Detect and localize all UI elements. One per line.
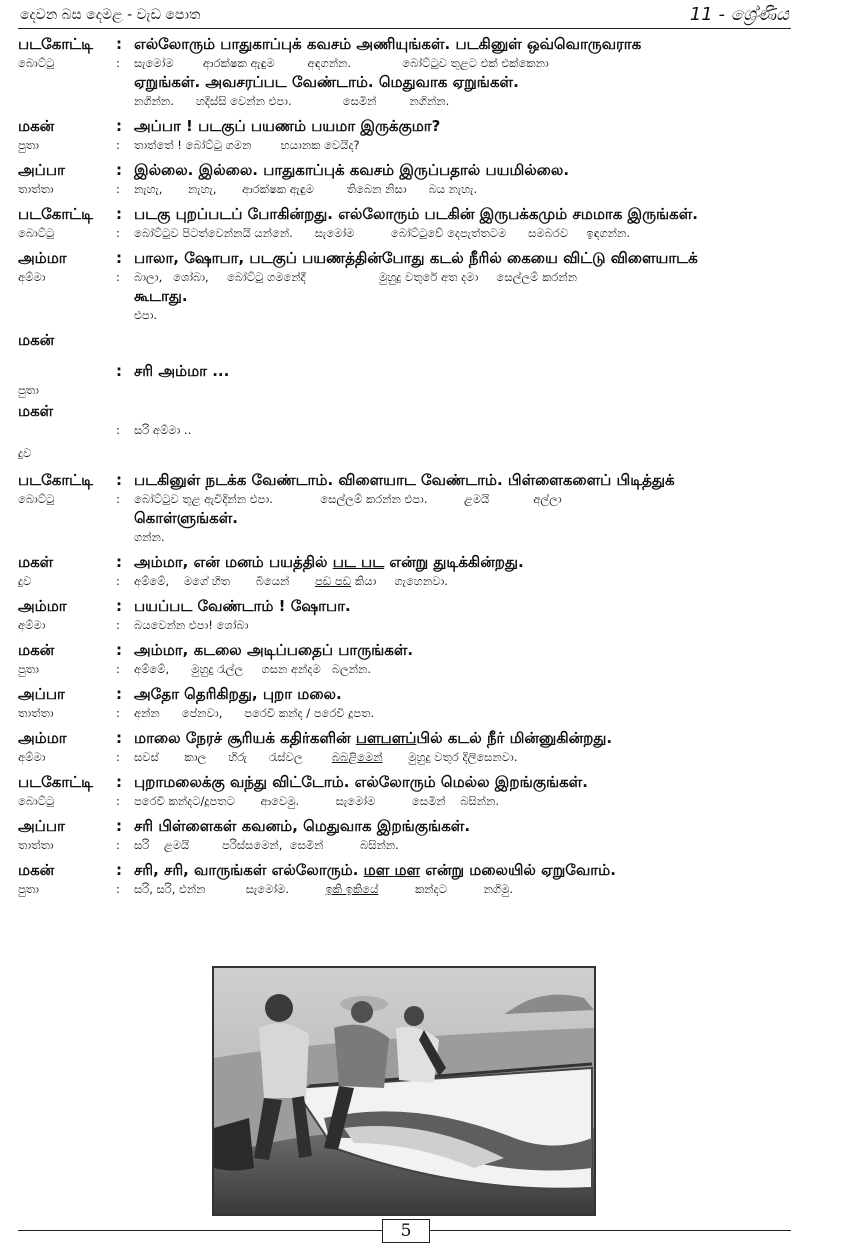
speaker-name: පුතා <box>18 662 39 676</box>
dialogue-text: සරි, සරි, එන්න සැමෝම. ඉකි ඉකියේ කන්දට නගිමු. <box>134 882 514 896</box>
speaker-name: බොට්ටු <box>18 56 55 70</box>
colon-separator: : <box>116 492 120 506</box>
dialogue-text: கூடாது. <box>134 287 188 305</box>
speaker-name: மகள் <box>18 402 54 420</box>
sinhala-line <box>18 837 798 854</box>
sinhala-line <box>18 529 798 546</box>
speaker-name: படகோட்டி <box>18 35 94 53</box>
speaker-name: அப்பா <box>18 817 65 835</box>
speaker-name: බොට්ටු <box>18 794 55 808</box>
colon-separator: : <box>116 471 122 489</box>
dialogue-text: නැහැ, නැහැ, ආරක්ෂක ඇඳුම තිබෙන නිසා බය නැහැ. <box>134 182 478 196</box>
dialogue-text: பயப்பட வேண்டாம் ! ஷோபா. <box>134 597 351 615</box>
header-grade: 11 - ශ්‍රේණිය <box>689 4 789 25</box>
sinhala-line <box>18 491 798 508</box>
tamil-line <box>18 401 798 422</box>
speaker-name: බොට්ටු <box>18 226 55 240</box>
dialogue-text: சரி, சரி, வாருங்கள் எல்லோரும். மள மள என்று மலையில் ஏறுவோம். <box>134 861 616 879</box>
tamil-line <box>18 160 798 181</box>
underlined-word: மள மள <box>363 861 421 879</box>
dialogue-text: எல்லோரும் பாதுகாப்புக் கவசம் அணியுங்கள். படகினுள் ஒவ்வொருவராக <box>134 35 642 53</box>
speaker-name: மகன் <box>18 861 55 879</box>
speaker-name: படகோட்டி <box>18 471 94 489</box>
page-header <box>18 4 791 29</box>
underlined-word: මුහුදු <box>191 662 214 676</box>
sinhala-line <box>18 225 798 242</box>
speaker-name: පුතා <box>18 882 39 896</box>
dialogue-text: மாலை நேரச் சூரியக் கதிர்களின் பளபளப்பில் கடல் நீர் மின்னுகின்றது. <box>134 729 613 747</box>
tamil-line <box>18 116 798 137</box>
colon-separator: : <box>116 182 120 196</box>
speaker-name: அப்பா <box>18 685 65 703</box>
sinhala-line <box>18 573 798 590</box>
colon-separator: : <box>116 794 120 808</box>
sinhala-line <box>18 793 798 810</box>
tamil-line <box>18 204 798 225</box>
tamil-line <box>18 508 798 529</box>
colon-separator: : <box>116 138 120 152</box>
tamil-line <box>18 772 798 793</box>
tamil-line <box>18 72 798 93</box>
colon-separator: : <box>116 249 122 267</box>
dialogue-text: බාලා, ශෝබා, බෝට්ටු ගමනේදී මුහුදු වතුරේ අත දමා සෙල්ලම් කරන්න <box>134 270 578 284</box>
colon-separator: : <box>116 362 122 380</box>
sinhala-line <box>18 661 798 678</box>
colon-separator: : <box>116 750 120 764</box>
speaker-name: மகன் <box>18 331 55 349</box>
tamil-line <box>18 552 798 573</box>
dialogue-text: තාත්තේ ! බෝට්ටු ගමන භයානක වෙයිද? <box>134 138 360 152</box>
dialogue-text: சரி பிள்ளைகள் கவனம், மெதுவாக இறங்குங்கள். <box>134 817 471 835</box>
colon-separator: : <box>116 226 120 240</box>
sinhala-line <box>18 445 798 462</box>
tamil-line <box>18 728 798 749</box>
speaker-name: அம்மா <box>18 729 67 747</box>
dialogue-entry <box>18 204 798 242</box>
sinhala-line <box>18 93 798 110</box>
speaker-name: අම්මා <box>18 618 46 632</box>
page-number: 5 <box>382 1219 430 1243</box>
colon-separator: : <box>116 597 122 615</box>
dialogue-entry <box>18 116 798 154</box>
speaker-name: දුව <box>18 446 32 460</box>
dialogue-text: அப்பா ! படகுப் பயணம் பயமா இருக்குமா? <box>134 117 441 135</box>
tamil-line <box>18 286 798 307</box>
colon-separator: : <box>116 270 120 284</box>
dialogue-text: සරි අම්මා .. <box>134 423 192 437</box>
speaker-name: තාත්තා <box>18 838 54 852</box>
dialogue-text: බෝට්ටුව පිටත්වෙන්නයි යන්නේ. සැමෝම බෝට්ටුවේ දෙපැත්තටම සමබරව ඉඳගන්න. <box>134 226 631 240</box>
dialogue-entry <box>18 772 798 810</box>
dialogue-entry <box>18 684 798 722</box>
sinhala-line <box>18 881 798 898</box>
colon-separator: : <box>116 662 120 676</box>
underlined-word: බබළිමෙන් <box>331 750 383 764</box>
dialogue-text: සැමෝම ආරක්ෂක ඇඳුම අඳගන්න. බෝට්ටුව තුළට එක් එක්කෙනා <box>134 56 549 70</box>
dialogue-entry <box>18 728 798 766</box>
tamil-line <box>18 640 798 661</box>
underlined-word: පඩ පඩ <box>314 574 352 588</box>
dialogue-entry <box>18 445 798 462</box>
speaker-name: மகள் <box>18 553 54 571</box>
dialogue-text: බෝට්ටුව තුළ ඇවිදින්න එපා. සෙල්ලම් කරන්න එපා. ළමයි අල්ලා <box>134 492 562 506</box>
dialogue-entry <box>18 330 798 351</box>
dialogue-text: சரி அம்மா ... <box>134 362 230 380</box>
tamil-line <box>18 470 798 491</box>
colon-separator: : <box>116 574 120 588</box>
sinhala-line <box>18 55 798 72</box>
dialogue-entry <box>18 401 798 439</box>
colon-separator: : <box>116 35 122 53</box>
dialogue-text: அம்மா, கடலை அடிப்பதைப் பாருங்கள். <box>134 641 414 659</box>
colon-separator: : <box>116 773 122 791</box>
tamil-line <box>18 34 798 55</box>
tamil-line <box>18 361 798 382</box>
colon-separator: : <box>116 205 122 223</box>
colon-separator: : <box>116 706 120 720</box>
dialogue-entry <box>18 860 798 898</box>
tamil-line <box>18 860 798 881</box>
dialogue-entry <box>18 248 798 324</box>
colon-separator: : <box>116 618 120 632</box>
speaker-name: அப்பா <box>18 161 65 179</box>
dialogue-text: එපා. <box>134 308 158 322</box>
underlined-word: பளபளப் <box>355 729 417 747</box>
tamil-line <box>18 684 798 705</box>
sinhala-line <box>18 137 798 154</box>
sinhala-line <box>18 181 798 198</box>
dialogue-entry <box>18 361 798 399</box>
dialogue-text: அம்மா, என் மனம் பயத்தில் பட பட என்று துடிக்கின்றது. <box>134 553 524 571</box>
speaker-name: மகன் <box>18 117 55 135</box>
speaker-name: බොට්ටු <box>18 492 55 506</box>
dialogue-text: පරෙවි කන්දට/දූපතට ආවෙමු. සැමෝම සෙමින් බසින්න. <box>134 794 500 808</box>
colon-separator: : <box>116 882 120 896</box>
dialogue-text: ஏறுங்கள். அவசரப்பட வேண்டாம். மெதுவாக ஏறுங்கள். <box>134 73 519 91</box>
dialogue-entry <box>18 160 798 198</box>
underlined-word: பட பட <box>332 553 385 571</box>
colon-separator: : <box>116 685 122 703</box>
dialogue-text: அதோ தெரிகிறது, புறா மலை. <box>134 685 342 703</box>
dialogue-entry <box>18 596 798 634</box>
dialogue-entry <box>18 816 798 854</box>
dialogue-text: புறாமலைக்கு வந்து விட்டோம். எல்லோரும் மெல்ல இறங்குங்கள். <box>134 773 588 791</box>
dialogue-text: නගින්න. හදිස්සි වෙන්න එපා. සෙමින් නගින්න. <box>134 94 450 108</box>
tamil-line <box>18 816 798 837</box>
header-workbook-title: දෙවන බස දෙමළ - වැඩ පොත <box>20 7 201 23</box>
sinhala-line <box>18 269 798 286</box>
speaker-name: அம்மா <box>18 249 67 267</box>
dialogue-entry <box>18 34 798 110</box>
dialogue-text: අන්න පේනවා, පරෙවි කන්ද / පරෙවි දූපත. <box>134 706 375 720</box>
speaker-name: පුතා <box>18 383 39 397</box>
boat-photo <box>212 966 596 1216</box>
speaker-name: படகோட்டி <box>18 773 94 791</box>
colon-separator: : <box>116 553 122 571</box>
sinhala-line <box>18 749 798 766</box>
sinhala-line <box>18 705 798 722</box>
colon-separator: : <box>116 117 122 135</box>
sinhala-line <box>18 307 798 324</box>
colon-separator: : <box>116 838 120 852</box>
dialogue-text: கொள்ளுங்கள். <box>134 509 238 527</box>
dialogue-text: படகினுள் நடக்க வேண்டாம். விளையாட வேண்டாம். பிள்ளைகளைப் பிடித்துக் <box>134 471 675 489</box>
sinhala-line <box>18 617 798 634</box>
dialogue-text: ගන්න. <box>134 530 165 544</box>
colon-separator: : <box>116 861 122 879</box>
speaker-name: අම්මා <box>18 270 46 284</box>
colon-separator: : <box>116 641 122 659</box>
dialogue-entry <box>18 552 798 590</box>
sinhala-line <box>18 382 798 399</box>
underlined-word: ඉකි ඉකියේ <box>325 882 379 896</box>
colon-separator: : <box>116 161 122 179</box>
dialogue-text: බයවෙන්න එපා! ශෝබා <box>134 618 249 632</box>
dialogue-text: பாலா, ஷோபா, படகுப் பயணத்தின்போது கடல் நீரில் கையை விட்டு விளையாடக் <box>134 249 698 267</box>
speaker-name: තාත්තා <box>18 706 54 720</box>
speaker-name: අම්මා <box>18 750 46 764</box>
speaker-name: පුතා <box>18 138 39 152</box>
dialogue-entry <box>18 640 798 678</box>
speaker-name: மகன் <box>18 641 55 659</box>
dialogue-text: අම්මේ, මගේ හිත බියෙන් පඩ පඩ කියා ගැහෙනවා. <box>134 574 448 588</box>
speaker-name: තාත්තා <box>18 182 54 196</box>
dialogue-text: අම්මේ, මුහුදු රැල්ල ගසන අන්දම බලන්න. <box>134 662 372 676</box>
tamil-line <box>18 330 798 351</box>
speaker-name: படகோட்டி <box>18 205 94 223</box>
speaker-name: அம்மா <box>18 597 67 615</box>
colon-separator: : <box>116 423 120 437</box>
colon-separator: : <box>116 729 122 747</box>
dialogue-text: සරි ළමයි පරිස්සමෙන්, සෙමින් බසින්න. <box>134 838 399 852</box>
speaker-name: දුව <box>18 574 32 588</box>
dialogue-text: படகு புறப்படப் போகின்றது. எல்லோரும் படகின் இருபக்கமும் சமமாக இருங்கள். <box>134 205 699 223</box>
sinhala-line <box>18 422 798 439</box>
colon-separator: : <box>116 56 120 70</box>
colon-separator: : <box>116 817 122 835</box>
dialogue-list <box>18 34 798 904</box>
dialogue-entry <box>18 470 798 546</box>
tamil-line <box>18 596 798 617</box>
underlined-word: මුහුදු <box>408 750 431 764</box>
tamil-line <box>18 248 798 269</box>
dialogue-text: இல்லை. இல்லை. பாதுகாப்புக் கவசம் இருப்பதால் பயமில்லை. <box>134 161 570 179</box>
dialogue-text: සවස් කාල හිරු රැස්වල බබළිමෙන් මුහුදු වතුර දිලිසෙනවා. <box>134 750 518 764</box>
